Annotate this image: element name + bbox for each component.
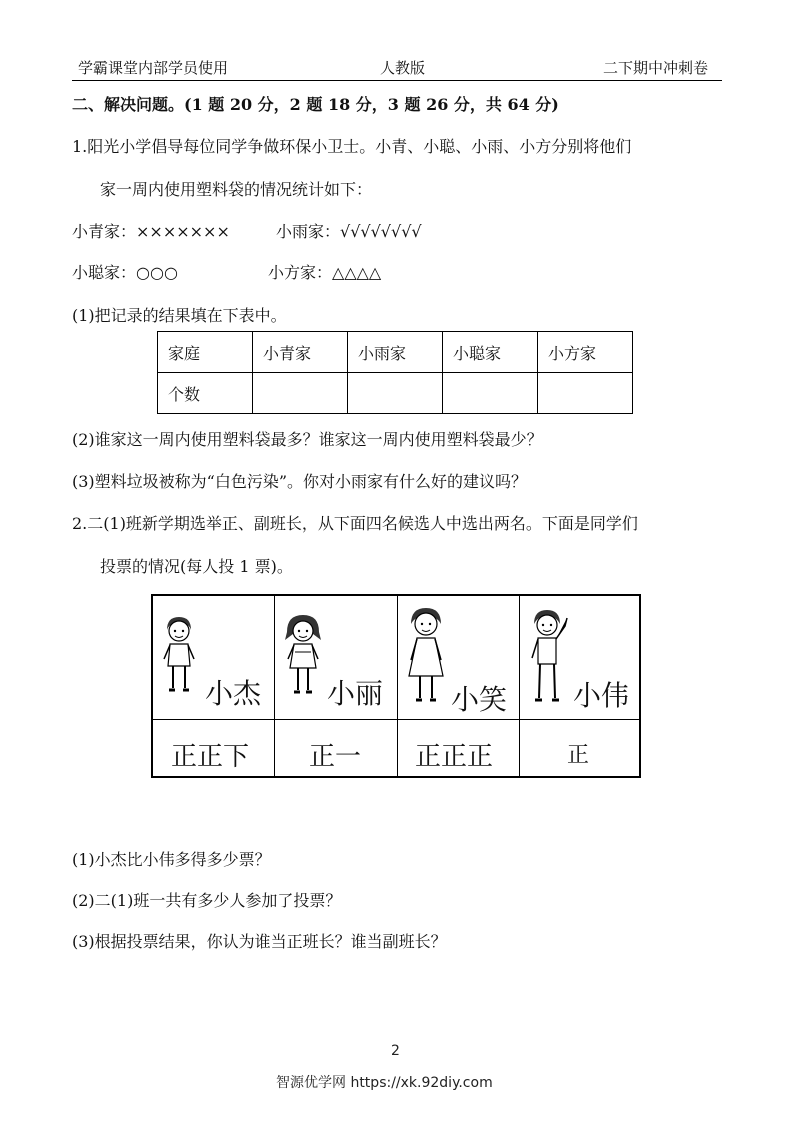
header-center: 人教版 [380, 59, 426, 77]
record-label: 小方家： [268, 263, 333, 282]
q2-line1: 2.二(1)班新学期选举正、副班长，从下面四名候选人中选出两名。下面是同学们 [72, 514, 638, 533]
row-divider [153, 719, 639, 720]
tally-count: 正一 [309, 742, 362, 772]
q2-sub1: (1)小杰比小伟多得多少票？ [72, 850, 271, 869]
record-marks: √√√√√√√√ [340, 222, 422, 241]
q1-sub1: (1)把记录的结果填在下表中。 [72, 306, 287, 325]
q1-line1: 1.阳光小学倡导每位同学争做环保小卫士。小青、小聪、小雨、小方分别将他们 [72, 137, 632, 156]
record-marks: ××××××× [136, 222, 230, 241]
q1-line2: 家一周内使用塑料袋的情况统计如下： [100, 180, 373, 199]
answer-cell-xiaoyu[interactable] [348, 373, 443, 414]
girl-figure-icon [403, 604, 449, 708]
vote-table [151, 594, 641, 778]
table-header-cell: 小方家 [538, 332, 633, 373]
page-number: 2 [391, 1043, 400, 1059]
header-right: 二下期中冲刺卷 [603, 59, 709, 77]
answer-cell-xiaofang[interactable] [538, 373, 633, 414]
footer-watermark: 智源优学网 https://xk.92diy.com [276, 1075, 493, 1091]
table-row-label: 个数 [158, 373, 253, 414]
section-title: 二、解决问题。(1 题 20 分，2 题 18 分，3 题 26 分，共 64 分) [72, 95, 559, 114]
header-divider [72, 80, 722, 81]
boy-figure-icon [525, 606, 571, 710]
q2-sub2: (2)二(1)班一共有多少人参加了投票？ [72, 891, 342, 910]
q1-sub3: (3)塑料垃圾被称为“白色污染”。你对小雨家有什么好的建议吗？ [72, 472, 528, 491]
record-marks: ○○○ [136, 263, 178, 282]
candidate-name: 小伟 [573, 679, 630, 712]
record-label: 小聪家： [72, 263, 137, 282]
column-divider [519, 596, 520, 776]
record-label: 小雨家： [276, 222, 341, 241]
header-left: 学霸课堂内部学员使用 [78, 59, 229, 77]
record-xiaoyu [276, 219, 422, 242]
record-table [157, 331, 633, 414]
column-divider [274, 596, 275, 776]
tally-count: 正 [567, 743, 590, 768]
candidate-name: 小丽 [327, 677, 384, 710]
table-header-row [158, 332, 633, 373]
boy-figure-icon [159, 614, 199, 698]
column-divider [397, 596, 398, 776]
record-xiaoqing [72, 219, 230, 242]
tally-count: 正正下 [171, 742, 250, 772]
table-row [158, 373, 633, 414]
table-header-cell: 小青家 [253, 332, 348, 373]
table-header-cell: 小聪家 [443, 332, 538, 373]
table-header-cell: 小雨家 [348, 332, 443, 373]
answer-cell-xiaoqing[interactable] [253, 373, 348, 414]
record-xiaocong [72, 260, 178, 283]
candidate-name: 小笑 [451, 683, 508, 716]
tally-count: 正正正 [415, 742, 494, 772]
record-label: 小青家： [72, 222, 137, 241]
record-xiaofang [268, 260, 381, 283]
q2-sub3: (3)根据投票结果，你认为谁当正班长？谁当副班长？ [72, 932, 447, 951]
answer-cell-xiaocong[interactable] [443, 373, 538, 414]
q2-line2: 投票的情况(每人投 1 票)。 [100, 557, 293, 576]
table-header-cell: 家庭 [158, 332, 253, 373]
record-marks: △△△△ [332, 263, 382, 282]
q1-sub2: (2)谁家这一周内使用塑料袋最多？谁家这一周内使用塑料袋最少？ [72, 430, 543, 449]
girl-figure-icon [281, 612, 325, 700]
candidate-name: 小杰 [205, 677, 262, 710]
